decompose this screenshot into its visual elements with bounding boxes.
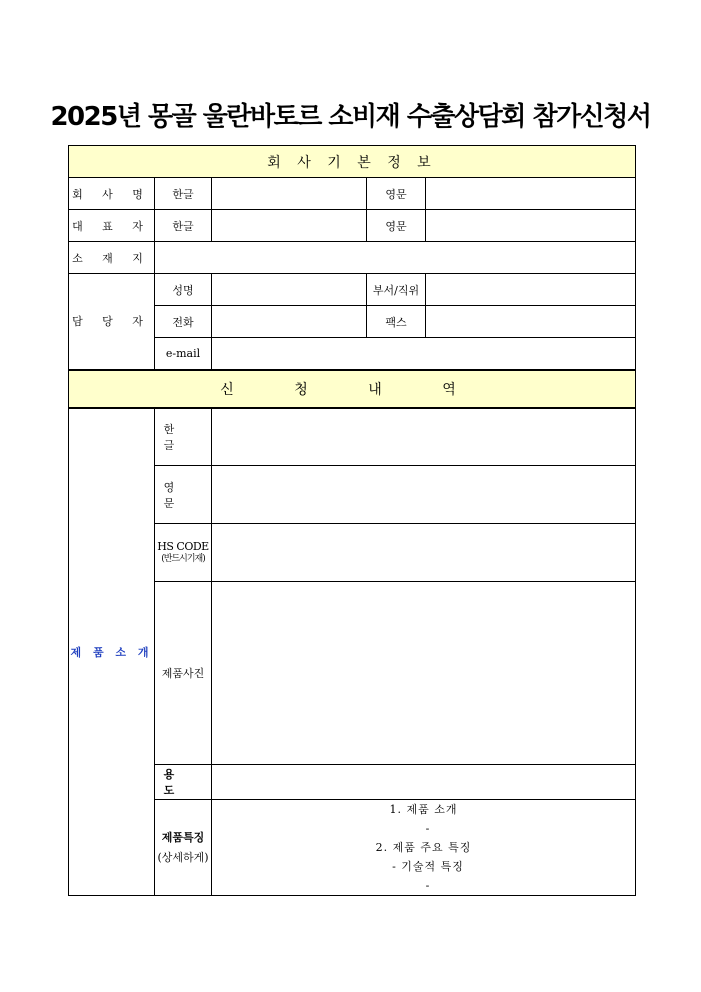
usage-field[interactable] [212,765,636,800]
company-name-label: 회 사 명 [69,178,155,210]
product-english-label: 영 문 [155,466,212,524]
features-label-text: 제품특징 [161,830,205,844]
hs-code-field[interactable] [212,524,636,582]
address-label: 소 재 지 [69,242,155,274]
features-line: - [416,879,431,892]
features-line: 2. 제품 주요 특징 [375,841,472,854]
representative-english-label: 영문 [367,210,426,242]
usage-label: 용 도 [155,765,212,800]
company-info-header: 회 사 기 본 정 보 [69,146,636,178]
application-form [68,145,636,896]
product-korean-field[interactable] [212,408,636,466]
product-intro-label: 제 품 소 개 [69,408,155,896]
features-label [155,800,212,896]
company-name-korean-label: 한글 [155,178,212,210]
contact-label: 담 당 자 [69,274,155,370]
product-korean-label: 한 글 [155,408,212,466]
address-field[interactable] [155,242,636,274]
contact-email-field[interactable] [212,338,636,370]
features-line: - [416,822,431,835]
company-name-korean-field[interactable] [212,178,367,210]
features-line: - 기술적 특징 [383,860,464,873]
contact-fax-label: 팩스 [367,306,426,338]
hs-code-label-text: HS CODE [157,539,209,553]
features-note: (상세하게) [157,850,209,864]
company-name-english-field[interactable] [426,178,636,210]
product-photo-label: 제품사진 [155,582,212,765]
contact-dept-field[interactable] [426,274,636,306]
representative-english-field[interactable] [426,210,636,242]
representative-korean-label: 한글 [155,210,212,242]
application-details-header: 신 청 내 역 [69,370,636,408]
contact-fax-field[interactable] [426,306,636,338]
contact-phone-field[interactable] [212,306,367,338]
hs-code-note: (반드시기재) [161,553,205,564]
page-title: 2025년 몽골 울란바토르 소비재 수출상담회 참가신청서 [50,102,651,132]
features-line: 1. 제품 소개 [389,803,458,816]
contact-name-field[interactable] [212,274,367,306]
contact-phone-label: 전화 [155,306,212,338]
hs-code-label [155,524,212,582]
product-photo-field[interactable] [212,582,636,765]
features-field[interactable] [212,800,636,896]
contact-email-label: e-mail [155,338,212,370]
representative-korean-field[interactable] [212,210,367,242]
representative-label: 대 표 자 [69,210,155,242]
product-english-field[interactable] [212,466,636,524]
company-name-english-label: 영문 [367,178,426,210]
contact-dept-label: 부서/직위 [367,274,426,306]
contact-name-label: 성명 [155,274,212,306]
